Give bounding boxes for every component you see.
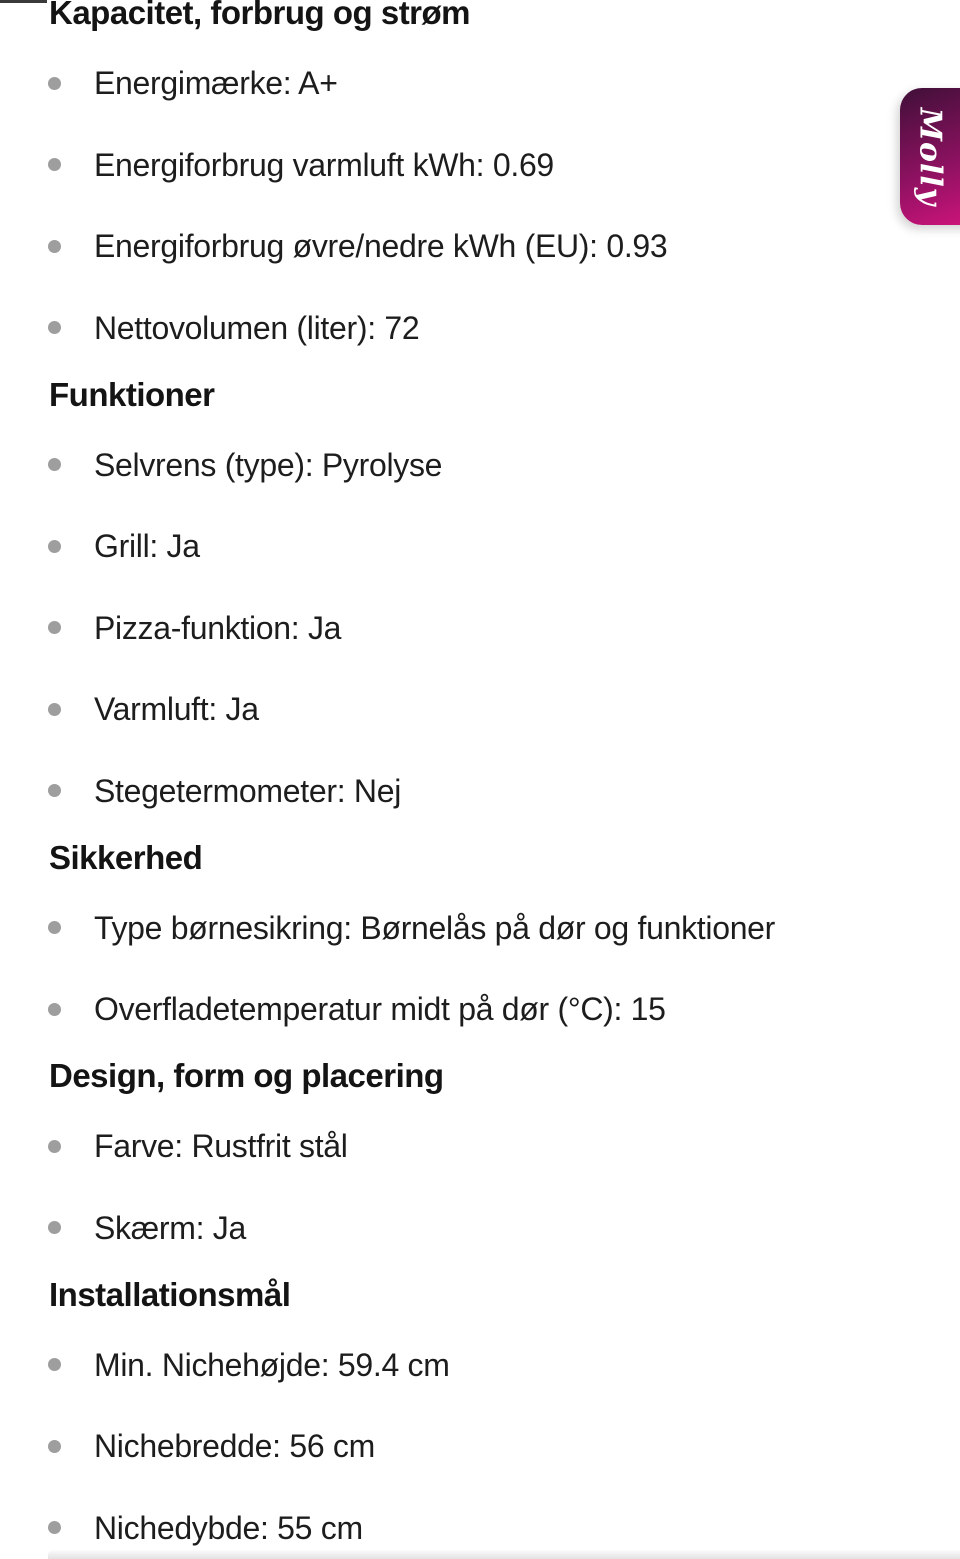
- section-heading: Sikkerhed: [49, 838, 203, 876]
- section-heading: Funktioner: [49, 375, 215, 413]
- bullet-icon: [48, 784, 61, 797]
- spec-item-label: Farve: Rustfrit stål: [94, 1128, 348, 1164]
- spec-list-item: [0, 990, 960, 1028]
- spec-list-item: [0, 446, 960, 484]
- spec-item-label: Overfladetemperatur midt på dør (°C): 15: [94, 991, 666, 1027]
- bullet-icon: [48, 240, 61, 253]
- spec-item-label: Grill: Ja: [94, 528, 200, 564]
- bullet-icon: [48, 1440, 61, 1453]
- section-heading: Kapacitet, forbrug og strøm: [49, 0, 471, 31]
- bullet-icon: [48, 1221, 61, 1234]
- molly-badge[interactable]: [900, 88, 960, 225]
- bullet-icon: [48, 1003, 61, 1016]
- spec-item-label: Nichebredde: 56 cm: [94, 1428, 375, 1464]
- bullet-icon: [48, 321, 61, 334]
- spec-item-label: Selvrens (type): Pyrolyse: [94, 446, 443, 483]
- bullet-icon: [48, 1140, 61, 1153]
- spec-list-item: [0, 1427, 960, 1465]
- bullet-icon: [48, 1358, 61, 1371]
- bullet-icon: [48, 158, 61, 171]
- bullet-icon: [48, 540, 61, 553]
- bullet-icon: [48, 703, 61, 716]
- spec-list-item: [0, 64, 960, 102]
- spec-list-item: [0, 609, 960, 647]
- spec-item-label: Nettovolumen (liter): 72: [94, 309, 420, 346]
- section-heading: Design, form og placering: [49, 1057, 444, 1094]
- bottom-divider: [48, 1550, 960, 1559]
- spec-item-label: Varmluft: Ja: [94, 691, 259, 727]
- spec-list-item: [0, 1209, 960, 1247]
- spec-list-item: [0, 909, 960, 947]
- spec-list-item: [0, 146, 960, 184]
- spec-item-label: Energiforbrug øvre/nedre kWh (EU): 0.93: [94, 228, 668, 264]
- spec-item-label: Min. Nichehøjde: 59.4 cm: [94, 1346, 450, 1383]
- spec-item-label: Energimærke: A+: [94, 65, 338, 101]
- spec-item-label: Nichedybde: 55 cm: [94, 1509, 363, 1546]
- spec-list-item: [0, 772, 960, 810]
- spec-item-label: Energiforbrug varmluft kWh: 0.69: [94, 146, 554, 183]
- molly-badge-label: Molly: [912, 107, 948, 206]
- spec-list-item: [0, 227, 960, 265]
- section-heading: Installationsmål: [49, 1275, 291, 1313]
- spec-list-item: [0, 1509, 960, 1547]
- bullet-icon: [48, 1521, 61, 1534]
- spec-item-label: Type børnesikring: Børnelås på dør og funktioner: [94, 909, 776, 946]
- spec-list-item: [0, 1127, 960, 1165]
- bullet-icon: [48, 77, 61, 90]
- spec-item-label: Pizza-funktion: Ja: [94, 609, 342, 646]
- spec-item-label: Stegetermometer: Nej: [94, 772, 402, 809]
- spec-list-item: [0, 527, 960, 565]
- bullet-icon: [48, 621, 61, 634]
- spec-item-label: Skærm: Ja: [94, 1209, 246, 1246]
- spec-list-item: [0, 690, 960, 728]
- bullet-icon: [48, 458, 61, 471]
- spec-list-item: [0, 309, 960, 347]
- bullet-icon: [48, 921, 61, 934]
- spec-list-item: [0, 1346, 960, 1384]
